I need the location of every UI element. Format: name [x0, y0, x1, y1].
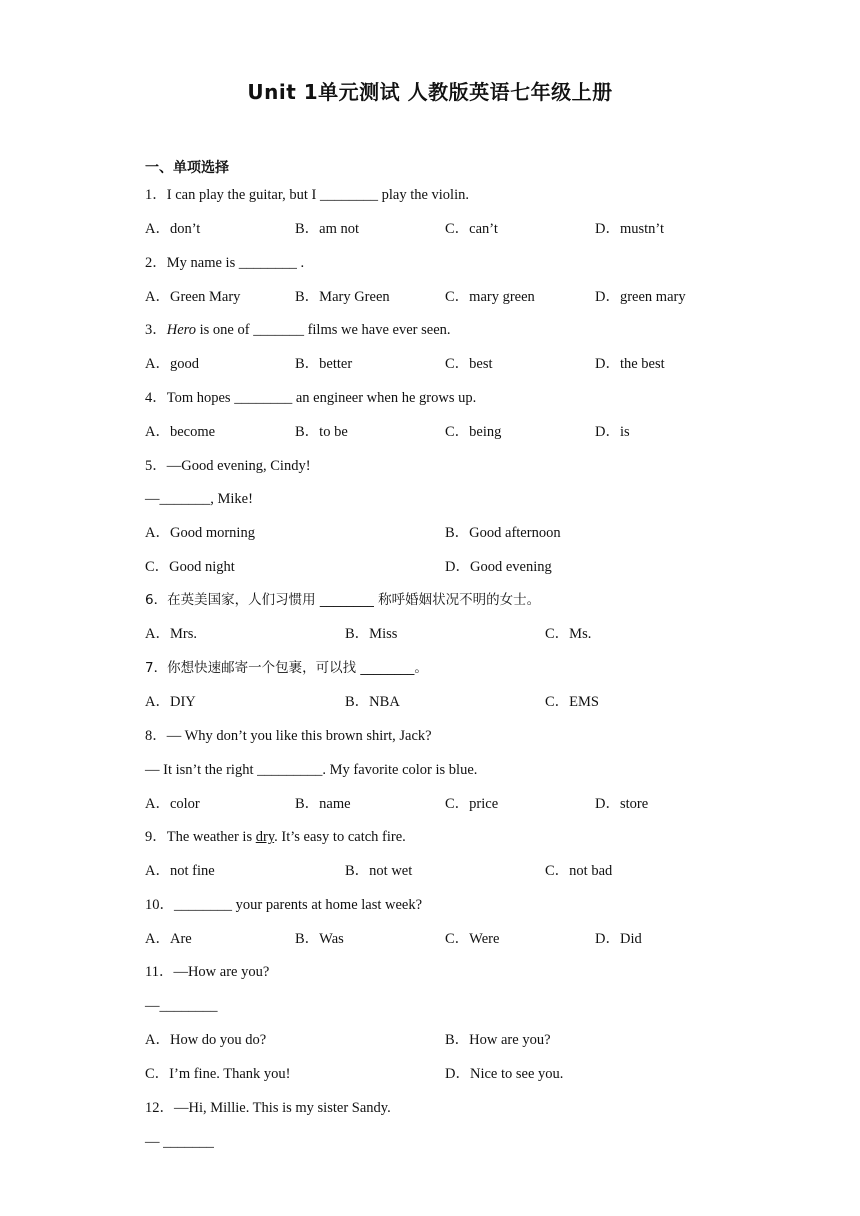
- question-5-stem-reply: —_______, Mike!: [145, 491, 253, 507]
- question-9-text-pre: 9．The weather is: [145, 829, 256, 845]
- question-5-option-b: B．Good afternoon: [445, 525, 561, 541]
- question-10-option-c: C．Were: [445, 931, 500, 947]
- question-6-option-c: C．Ms.: [545, 626, 592, 642]
- question-2-option-c: C．mary green: [445, 289, 535, 305]
- question-8-option-d: D．store: [595, 796, 649, 812]
- question-12-stem: 12．—Hi, Millie. This is my sister Sandy.: [145, 1100, 391, 1116]
- question-2-option-b: B．Mary Green: [295, 289, 390, 305]
- question-2-stem: 2．My name is ________ .: [145, 255, 305, 271]
- question-7-option-a: A．DIY: [145, 694, 196, 710]
- question-8-stem: 8．— Why don’t you like this brown shirt, Jack?: [145, 728, 432, 744]
- question-10-option-d: D．Did: [595, 931, 642, 947]
- question-11-option-d: D．Nice to see you.: [445, 1066, 564, 1082]
- question-5-option-a: A．Good morning: [145, 525, 255, 541]
- question-3-option-a: A．good: [145, 356, 199, 372]
- question-1-option-c: C．can’t: [445, 221, 498, 237]
- question-8-option-b: B．name: [295, 796, 351, 812]
- question-3-option-c: C．best: [445, 356, 493, 372]
- question-9-option-c: C．not bad: [545, 863, 613, 879]
- page-title: Unit 1单元测试 人教版英语七年级上册: [247, 80, 613, 104]
- question-2-option-a: A．Green Mary: [145, 289, 241, 305]
- question-11-stem: 11．—How are you?: [145, 964, 270, 980]
- question-7-option-b: B．NBA: [345, 694, 400, 710]
- question-5-option-d: D．Good evening: [445, 559, 552, 575]
- question-3-italic-title: Hero: [166, 322, 197, 338]
- question-2-option-d: D．green mary: [595, 289, 686, 305]
- question-6-stem: 6．在英美国家，人们习惯用 ________ 称呼婚姻状况不明的女士。: [145, 592, 541, 608]
- question-1-stem: 1．I can play the guitar, but I ________ play the violin.: [145, 187, 469, 203]
- question-5-option-c: C．Good night: [145, 559, 235, 575]
- question-9-underlined-word: dry: [255, 829, 275, 845]
- question-4-stem: 4．Tom hopes ________ an engineer when he grows up.: [145, 390, 477, 406]
- question-4-option-b: B．to be: [295, 424, 348, 440]
- question-3-text: is one of _______ films we have ever seen.: [196, 322, 451, 338]
- question-5-stem: 5．—Good evening, Cindy!: [145, 458, 311, 474]
- question-8-option-c: C．price: [445, 796, 499, 812]
- question-10-option-b: B．Was: [295, 931, 344, 947]
- question-9-option-b: B．not wet: [345, 863, 413, 879]
- question-4-option-d: D．is: [595, 424, 630, 440]
- question-3-option-d: D．the best: [595, 356, 665, 372]
- question-4-option-c: C．being: [445, 424, 502, 440]
- question-4-option-a: A．become: [145, 424, 216, 440]
- question-3-stem: [145, 321, 451, 339]
- question-6-option-a: A．Mrs.: [145, 626, 197, 642]
- question-11-option-a: A．How do you do?: [145, 1032, 267, 1048]
- question-9-option-a: A．not fine: [145, 863, 215, 879]
- question-11-option-b: B．How are you?: [445, 1032, 551, 1048]
- question-3-number: 3．: [145, 322, 167, 338]
- question-9-stem: [145, 828, 406, 846]
- question-9-text-post: . It’s easy to catch fire.: [274, 829, 406, 845]
- question-1-option-b: B．am not: [295, 221, 360, 237]
- question-7-stem: 7．你想快速邮寄一个包裹，可以找 ________。: [145, 660, 428, 676]
- question-12-stem-reply: — _______: [145, 1134, 214, 1150]
- question-6-option-b: B．Miss: [345, 626, 398, 642]
- question-7-option-c: C．EMS: [545, 694, 599, 710]
- question-11-option-c: C．I’m fine. Thank you!: [145, 1066, 291, 1082]
- question-10-option-a: A．Are: [145, 931, 192, 947]
- question-8-stem-reply: — It isn’t the right _________. My favorite color is blue.: [145, 762, 478, 778]
- question-11-stem-reply: —________: [145, 998, 218, 1014]
- question-8-option-a: A．color: [145, 796, 200, 812]
- question-1-option-a: A．don’t: [145, 221, 201, 237]
- question-3-option-b: B．better: [295, 356, 353, 372]
- question-10-stem: 10．________ your parents at home last week?: [145, 897, 423, 913]
- question-1-option-d: D．mustn’t: [595, 221, 665, 237]
- section-heading: 一、单项选择: [145, 160, 229, 176]
